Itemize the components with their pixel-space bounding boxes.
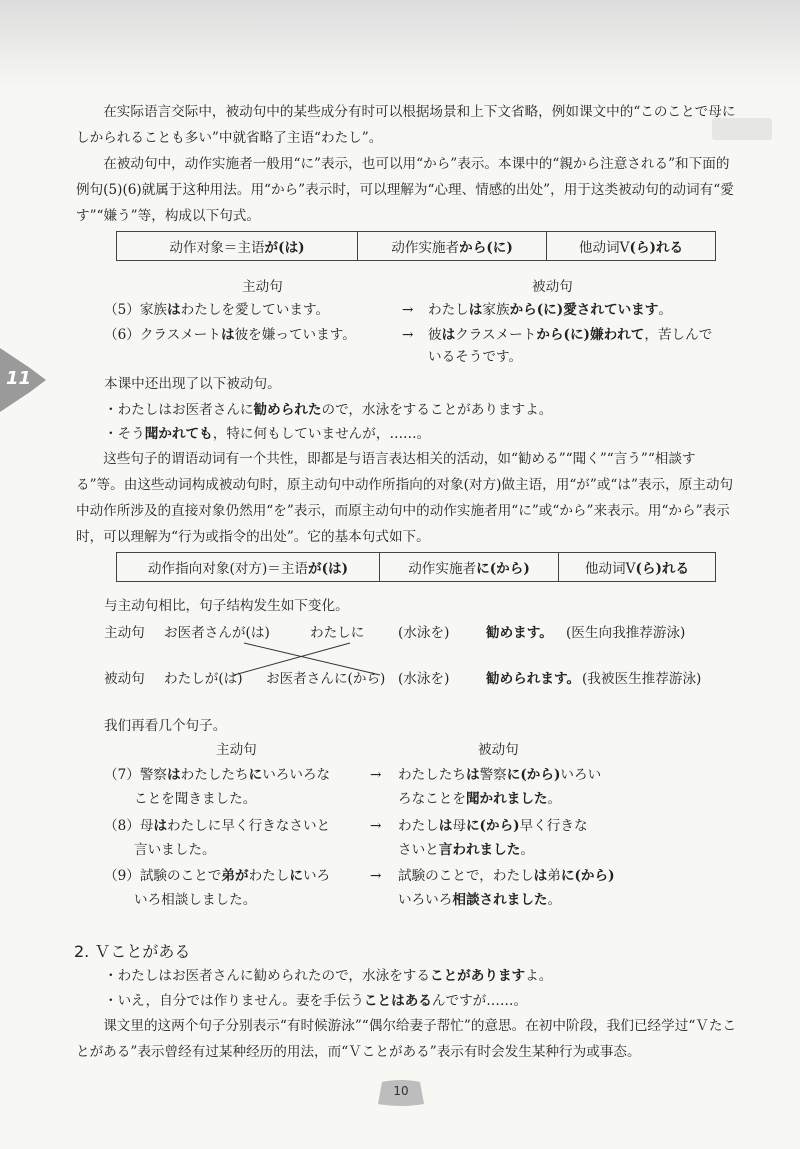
example-7-arrow: → [370, 767, 382, 783]
col-header-passive-2: 被动句 [478, 742, 519, 758]
also-line: 本课中还出现了以下被动句。 [104, 376, 281, 392]
diagram-active-verb: 勧めます。 [486, 625, 553, 641]
diagram-passive-label: 被动句 [104, 671, 145, 687]
diagram-active-label: 主动句 [104, 625, 145, 641]
example-7-active-cont: ことを聞きました。 [134, 791, 257, 807]
example-7-passive: わたしたちは警察に(から)いろい [398, 767, 602, 783]
pattern-table-2 [116, 552, 716, 582]
diagram-passive-agent: お医者さんに(から) [266, 671, 386, 687]
page-number-badge [378, 1080, 424, 1106]
lesson-tab [0, 348, 46, 412]
diagram-active-gloss: (医生向我推荐游泳) [566, 625, 686, 641]
pattern1-cell-object: 动作对象＝主语 が(は) [117, 232, 358, 260]
pattern1-cell-agent: 动作实施者 から(に) [358, 232, 547, 260]
section2-sentence-2: ・いえ，自分では作りません。妻を手伝うことはあるんですが……。 [104, 993, 528, 1009]
example-8-passive: わたしは母に(から)早く行きな [398, 818, 588, 834]
pattern1-cell-verb: 他动词V (ら)れる [578, 240, 684, 256]
section2-paragraph: 课文里的这两个句子分别表示“有时候游泳”“偶尔给妻子帮忙”的意思。在初中阶段，我们已经学过“Ｖたことがある”表示曾经有过某种经历的用法，而“Ｖことがある”表示有时会发生某种行为或事态。 [76, 1018, 737, 1060]
col-header-passive: 被动句 [532, 279, 573, 295]
example-5-active: （5）家族はわたしを愛しています。 [104, 302, 330, 318]
diagram-passive-verb: 勧められます。 [486, 671, 581, 687]
lesson-tab-number: 11 [6, 368, 32, 389]
diagram-passive-object: (水泳を) [398, 671, 450, 687]
section2-sentence-1: ・わたしはお医者さんに勧められたので，水泳をすることがありますよ。 [104, 968, 553, 984]
diagram-active-target: わたしに [310, 625, 365, 641]
example-6-active: （6）クラスメートは彼を嫌っています。 [104, 327, 356, 343]
pattern-table-1 [116, 231, 716, 261]
example-9-passive-cont: いろいろ相談されました。 [398, 892, 562, 908]
col-header-active: 主动句 [242, 279, 283, 295]
example-9-arrow: → [370, 868, 382, 884]
example-8-active-cont: 言いました。 [134, 842, 216, 858]
pattern2-cell-verb: 他动词V (ら)れる [584, 561, 690, 577]
col-header-active-2: 主动句 [216, 742, 257, 758]
pattern2-cell-object: 动作指向对象(对方)＝主语 が(は) [117, 553, 380, 581]
example-6-passive-cont: いるそうです。 [428, 349, 523, 365]
example-8-passive-cont: さいと言われました。 [398, 842, 534, 858]
example-6-arrow: → [402, 327, 414, 343]
diagram-passive-gloss: (我被医生推荐游泳) [582, 671, 702, 687]
explanation-paragraph: 这些句子的谓语动词有一个共性，即都是与语言表达相关的活动，如“勧める”“聞く”“言う”“相談する”等。由这些动词构成被动句时，原主动句中动作所指向的对象(对方)做主语，用“が”或“は”表示，原主动句中动作所涉及的直接对象仍然用“を”表示，而原主动句中的动作实施者用“に”或“から”来表示。用“から”表示时，可以理解为“行为或指令的出处”。它的基本句式如下。 [76, 451, 734, 545]
example-5-arrow: → [402, 302, 414, 318]
compare-line: 与主动句相比，句子结构发生如下变化。 [104, 598, 349, 614]
more-line: 我们再看几个句子。 [104, 718, 227, 734]
example-9-active-cont: いろ相談しました。 [134, 892, 257, 908]
diagram-passive-subject: わたしが(は) [164, 671, 243, 687]
section-2-heading: 2. Ｖことがある [74, 942, 191, 961]
sentence-2: ・そう聞かれても，特に何もしていませんが，……。 [104, 426, 431, 442]
pattern2-cell-agent: 动作实施者 に(から) [380, 553, 559, 581]
example-7-active: （7）警察はわたしたちにいろいろな [104, 767, 331, 783]
example-7-passive-cont: ろなことを聞かれました。 [398, 791, 562, 807]
diagram-active-agent: お医者さんが(は) [164, 625, 270, 641]
example-8-arrow: → [370, 818, 382, 834]
example-5-passive: わたしは家族から(に)愛されています。 [428, 302, 672, 318]
diagram-active-object: (水泳を) [398, 625, 450, 641]
page-number: 10 [393, 1084, 409, 1098]
example-6-passive: 彼はクラスメートから(に)嫌われて，苦しんで [428, 327, 713, 343]
example-9-passive: 試験のことで，わたしは弟に(から) [398, 868, 615, 884]
intro-paragraph-1: 在实际语言交际中，被动句中的某些成分有时可以根据场景和上下文省略，例如课文中的“このことで母にしかられることも多い”中就省略了主语“わたし”。 [76, 104, 736, 146]
intro-paragraph-2: 在被动句中，动作实施者一般用“に”表示，也可以用“から”表示。本课中的“親から注意される”和下面的例句(5)(6)就属于这种用法。用“から”表示时，可以理解为“心理、情感的出处”，用于这类被动句的动词有“愛す”“嫌う”等，构成以下句式。 [76, 156, 734, 224]
sentence-1: ・わたしはお医者さんに勧められたので，水泳をすることがありますよ。 [104, 402, 553, 418]
example-8-active: （8）母はわたしに早く行きなさいと [104, 818, 331, 834]
page-header-shading [0, 0, 800, 95]
example-9-active: （9）試験のことで弟がわたしにいろ [104, 868, 331, 884]
